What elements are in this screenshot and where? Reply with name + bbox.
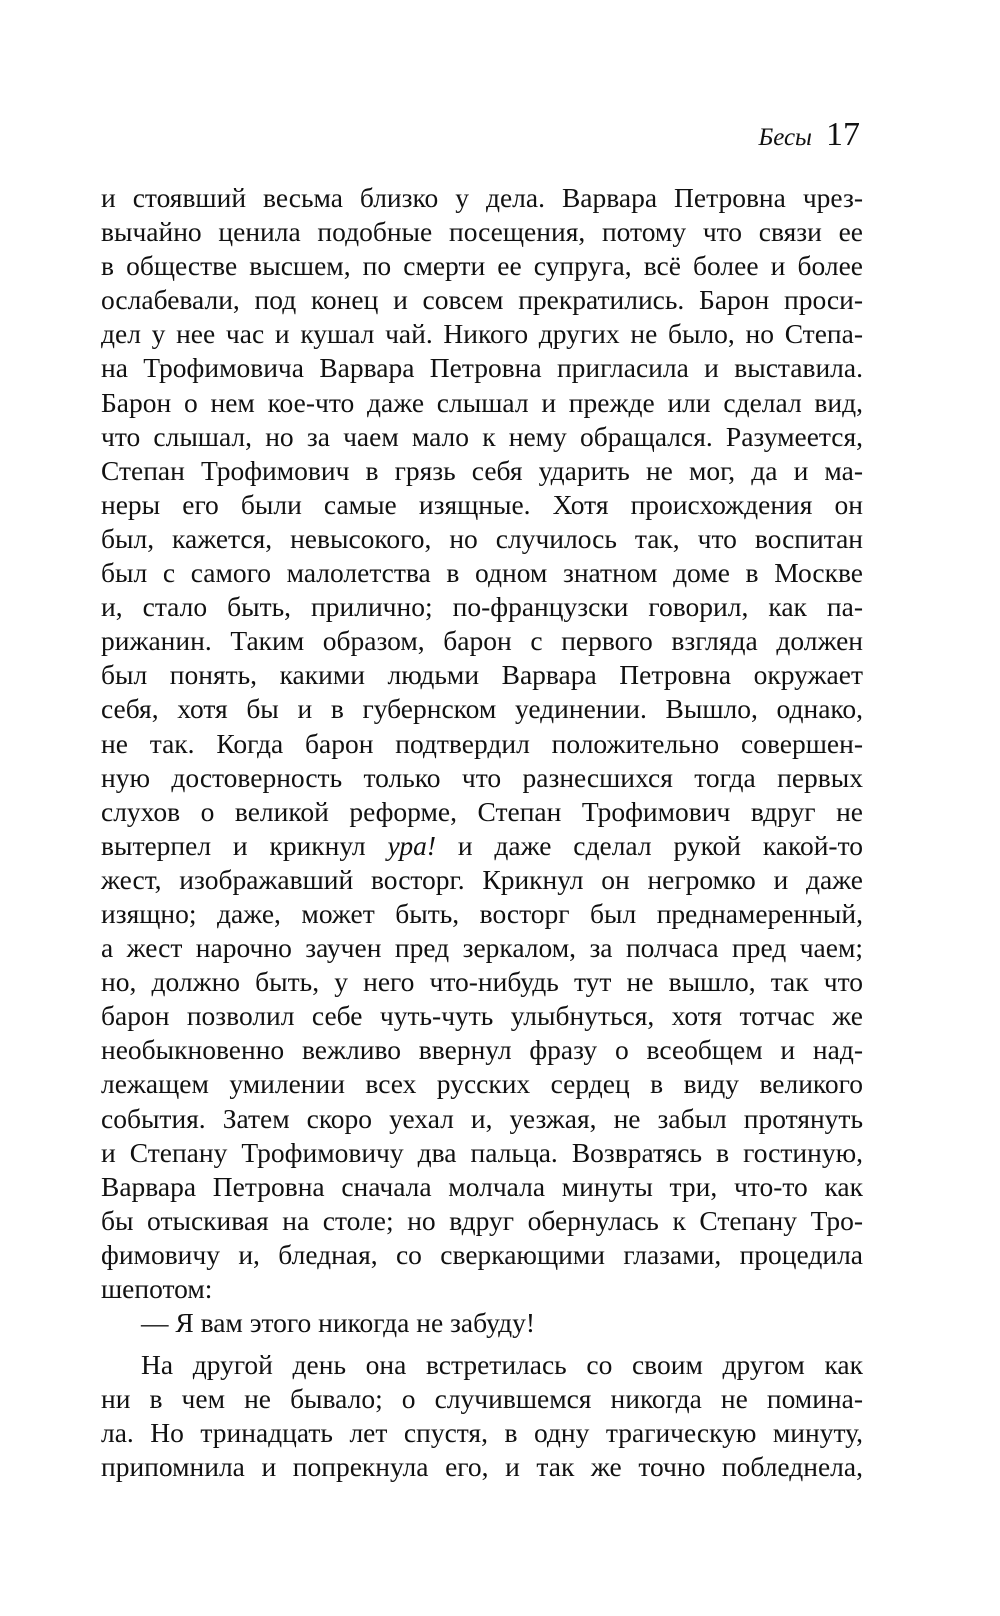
text-line: На другой день она встретилась со своим другом как bbox=[141, 1349, 863, 1381]
text-line: события. Затем скоро уехал и, уезжая, не забыл протянуть bbox=[101, 1102, 863, 1134]
text-line: шепотом: bbox=[101, 1273, 213, 1304]
text-line: и, стало быть, прилично; по-французски говорил, как па- bbox=[101, 591, 863, 623]
text-line: был понять, какими людьми Варвара Петровна окружает bbox=[101, 659, 863, 691]
text-line: лежащем умилении всех русских сердец в виду великого bbox=[101, 1068, 863, 1100]
text-line: ную достоверность только что разнесшихся тогда первых bbox=[101, 761, 863, 793]
text-line: а жест нарочно заучен пред зеркалом, за полчаса пред чаем; bbox=[101, 932, 863, 964]
text-line: был, кажется, невысокого, но случилось так, что воспитан bbox=[101, 522, 863, 554]
text-line: и стоявший весьма близко у дела. Варвара Петровна чрез- bbox=[101, 182, 863, 213]
paragraph-1 bbox=[101, 181, 863, 1306]
text-line: но, должно быть, у него что-нибудь тут не вышло, так что bbox=[101, 966, 863, 998]
body-text bbox=[101, 181, 863, 1485]
text-line: что слышал, но за чаем мало к нему обращался. Разумеется, bbox=[101, 420, 863, 452]
text-line: был с самого малолетства в одном знатном доме в Москве bbox=[101, 557, 863, 589]
text-line: бы отыскивая на столе; но вдруг обернулась к Степану Тро- bbox=[101, 1204, 863, 1236]
text-line: вычайно ценила подобные посещения, потому что связи ее bbox=[101, 216, 863, 248]
dialogue-line: — Я вам этого никогда не забуду! bbox=[141, 1307, 535, 1339]
page-number: 17 bbox=[826, 116, 860, 153]
running-title: Бесы bbox=[758, 124, 812, 151]
text-line: себя, хотя бы и в губернском уединении. Вышло, однако, bbox=[101, 693, 863, 725]
italic-word: ура! bbox=[387, 829, 437, 861]
text-fragment: вытерпел и крикнул bbox=[101, 829, 388, 861]
running-head bbox=[758, 116, 860, 160]
text-line: и Степану Трофимовичу два пальца. Возвратясь в гостиную, bbox=[101, 1136, 863, 1168]
text-line: жест, изображавший восторг. Крикнул он негромко и даже bbox=[101, 863, 863, 895]
text-line: рижанин. Таким образом, барон с первого взгляда должен bbox=[101, 625, 863, 657]
text-line: ни в чем не бывало; о случившемся никогда не помина- bbox=[101, 1383, 863, 1415]
text-fragment: и даже сделал рукой какой-то bbox=[436, 829, 863, 861]
text-line-with-italic bbox=[101, 829, 863, 863]
text-line: неры его были самые изящные. Хотя происхождения он bbox=[101, 488, 863, 520]
text-line: дел у нее час и кушал чай. Никого других не было, но Степа- bbox=[101, 318, 863, 350]
text-line: фимовичу и, бледная, со сверкающими глазами, процедила bbox=[101, 1238, 863, 1270]
text-line: ла. Но тринадцать лет спустя, в одну трагическую минуту, bbox=[101, 1417, 863, 1449]
text-line: слухов о великой реформе, Степан Трофимович вдруг не bbox=[101, 795, 863, 827]
text-line: на Трофимовича Варвара Петровна пригласила и выставила. bbox=[101, 352, 863, 384]
text-line: в обществе высшем, по смерти ее супруга, всё более и более bbox=[101, 250, 863, 282]
text-line: Барон о нем кое-что даже слышал и прежде или сделал вид, bbox=[101, 386, 863, 418]
text-line: необыкновенно вежливо ввернул фразу о всеобщем и над- bbox=[101, 1034, 863, 1066]
paragraph-2 bbox=[101, 1348, 863, 1484]
text-line: ослабевали, под конец и совсем прекратились. Барон проси- bbox=[101, 284, 863, 316]
text-line: барон позволил себе чуть-чуть улыбнуться, хотя тотчас же bbox=[101, 1000, 863, 1032]
text-line: изящно; даже, может быть, восторг был преднамеренный, bbox=[101, 897, 863, 929]
text-line: Степан Трофимович в грязь себя ударить не мог, да и ма- bbox=[101, 454, 863, 486]
text-line: припомнила и попрекнула его, и так же точно побледнела, bbox=[101, 1451, 863, 1483]
text-line: не так. Когда барон подтвердил положительно совершен- bbox=[101, 727, 863, 759]
text-line: Варвара Петровна сначала молчала минуты три, что-то как bbox=[101, 1170, 863, 1202]
